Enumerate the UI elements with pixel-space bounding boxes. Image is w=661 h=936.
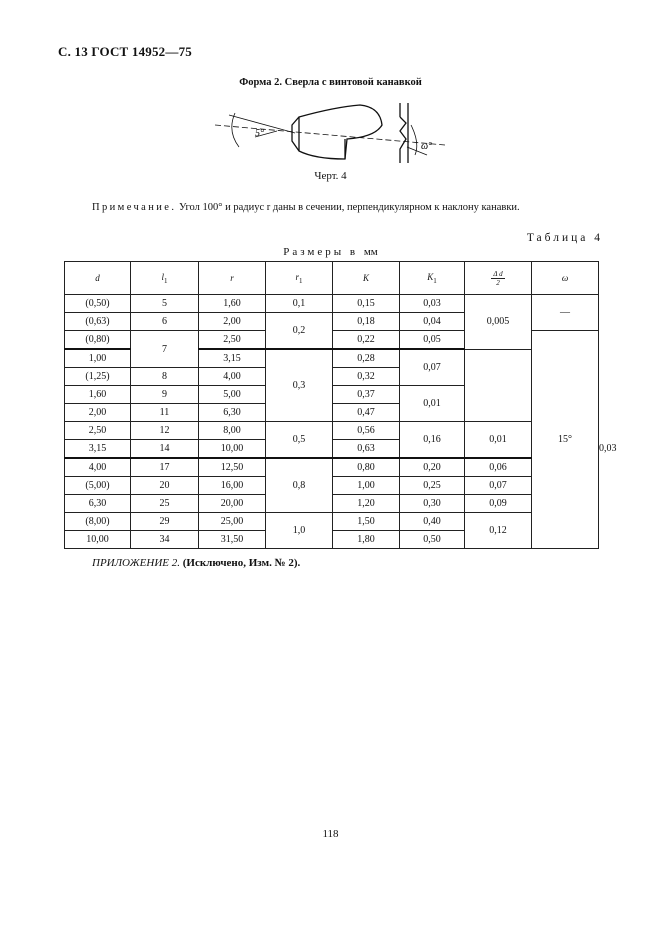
cell-d: (5,00) — [65, 477, 131, 495]
cell-r: 20,00 — [199, 495, 266, 513]
cell-K: 0,15 — [333, 295, 400, 313]
cell-d: (0,63) — [65, 313, 131, 331]
cell-d: 3,15 — [65, 440, 131, 459]
cell-d: 1,00 — [65, 349, 131, 368]
cell-r: 8,00 — [199, 422, 266, 440]
page-header: С. 13 ГОСТ 14952—75 — [58, 44, 192, 59]
cell-delta-d: 0,07 — [465, 477, 532, 495]
cell-r: 1,60 — [199, 295, 266, 313]
cell-d: 1,60 — [65, 386, 131, 404]
drill-drawing — [215, 103, 445, 167]
cell-K1: 0,16 — [400, 422, 465, 459]
cell-K: 0,28 — [333, 349, 400, 368]
cell-l1: 7 — [131, 331, 199, 368]
cell-K: 0,56 — [333, 422, 400, 440]
units-text: Размеры в — [283, 246, 364, 258]
note — [92, 202, 520, 213]
cell-K1: 0,20 — [400, 458, 465, 477]
cell-r: 4,00 — [199, 368, 266, 386]
table-row — [65, 295, 599, 313]
cell-K: 1,20 — [333, 495, 400, 513]
cell-delta-d: 0,09 — [465, 495, 532, 513]
cell-r1: 0,5 — [266, 422, 333, 459]
cell-l1: 11 — [131, 404, 199, 422]
cell-d: 4,00 — [65, 458, 131, 477]
cell-l1: 6 — [131, 313, 199, 331]
cell-r: 2,50 — [199, 331, 266, 350]
cell-d: (0,50) — [65, 295, 131, 313]
cell-r1: 1,0 — [266, 513, 333, 549]
cell-K1: 0,01 — [400, 386, 465, 422]
cell-K1: 0,03 — [400, 295, 465, 313]
cell-r1: 0,3 — [266, 349, 333, 422]
cell-K: 1,50 — [333, 513, 400, 531]
cell-l1: 14 — [131, 440, 199, 459]
cell-K: 0,18 — [333, 313, 400, 331]
table-row — [65, 422, 599, 440]
cell-K1: 0,25 — [400, 477, 465, 495]
appendix-title: ПРИЛОЖЕНИЕ 2. — [92, 557, 180, 569]
header-l1: $l_1$ — [131, 262, 199, 295]
cell-r: 6,30 — [199, 404, 266, 422]
cell-K: 0,37 — [333, 386, 400, 404]
appendix-note — [92, 557, 300, 569]
cell-K1: 0,05 — [400, 331, 465, 350]
table-header-row — [65, 262, 599, 295]
appendix-text: (Исключено, Изм. № 2). — [179, 557, 301, 569]
cell-r: 16,00 — [199, 477, 266, 495]
cell-delta-d: 0,12 — [465, 513, 532, 549]
cell-K: 0,32 — [333, 368, 400, 386]
cell-K: 1,80 — [333, 531, 400, 549]
cell-K1: 0,40 — [400, 513, 465, 531]
cell-d: 6,30 — [65, 495, 131, 513]
cell-r1: 0,1 — [266, 295, 333, 313]
cell-l1: 5 — [131, 295, 199, 313]
cell-r: 5,00 — [199, 386, 266, 404]
note-text: Угол 100° и радиус r даны в сечении, перпендикулярном к наклону канавки. — [176, 202, 520, 213]
cell-r: 3,15 — [199, 349, 266, 368]
cell-K1: 0,30 — [400, 495, 465, 513]
header-d: d — [65, 262, 131, 295]
form-title: Форма 2. Сверла с винтовой канавкой — [239, 77, 422, 88]
header-r1: $r_1$ — [266, 262, 333, 295]
header-K: K — [333, 262, 400, 295]
cell-l1: 9 — [131, 386, 199, 404]
units-label — [0, 246, 661, 258]
note-lead: Примечание. — [92, 202, 177, 213]
angle-label-left: 5° — [255, 128, 264, 139]
header-r: r — [199, 262, 266, 295]
cell-l1: 12 — [131, 422, 199, 440]
cell-d: (0,80) — [65, 331, 131, 350]
units-unit: мм — [363, 246, 378, 258]
cell-l1: 29 — [131, 513, 199, 531]
cell-delta-d: 0,005 — [465, 295, 532, 350]
cell-r1: 0,2 — [266, 313, 333, 350]
cell-r: 31,50 — [199, 531, 266, 549]
table-row — [65, 458, 599, 477]
cell-K: 1,00 — [333, 477, 400, 495]
cell-d: 10,00 — [65, 531, 131, 549]
page-number: 118 — [322, 828, 339, 840]
table-row: 3,15 14 10,00 0,63 0,03 — [65, 440, 599, 459]
cell-omega: 15° — [532, 331, 599, 549]
table-row — [65, 513, 599, 531]
cell-d: (8,00) — [65, 513, 131, 531]
cell-delta-d: 0,01 — [465, 422, 532, 459]
cell-K1: 0,50 — [400, 531, 465, 549]
cell-K: 0,22 — [333, 331, 400, 350]
cell-d: 2,50 — [65, 422, 131, 440]
table-label: Таблица 4 — [526, 232, 603, 244]
cell-l1: 17 — [131, 458, 199, 477]
cell-r: 12,50 — [199, 458, 266, 477]
cell-delta-d — [465, 349, 532, 422]
header-delta-d: $\frac{\text{Δ d}}{2}$ — [465, 262, 532, 295]
cell-K: 0,47 — [333, 404, 400, 422]
cell-delta-d: 0,06 — [465, 458, 532, 477]
angle-label-right: ω° — [421, 141, 433, 152]
dimensions-table — [64, 261, 617, 549]
cell-d: (1,25) — [65, 368, 131, 386]
cell-omega: — — [532, 295, 599, 331]
cell-K: 0,63 — [333, 440, 400, 459]
drawing-caption: Черт. 4 — [314, 170, 347, 182]
cell-K1: 0,04 — [400, 313, 465, 331]
cell-l1: 25 — [131, 495, 199, 513]
cell-r: 25,00 — [199, 513, 266, 531]
cell-r: 10,00 — [199, 440, 266, 459]
cell-K1: 0,07 — [400, 349, 465, 386]
cell-l1: 34 — [131, 531, 199, 549]
cell-l1: 8 — [131, 368, 199, 386]
cell-l1: 20 — [131, 477, 199, 495]
cell-r1: 0,8 — [266, 458, 333, 513]
header-K1: $K_1$ — [400, 262, 465, 295]
header-omega: ω — [532, 262, 599, 295]
cell-r: 2,00 — [199, 313, 266, 331]
cell-d: 2,00 — [65, 404, 131, 422]
cell-K: 0,80 — [333, 458, 400, 477]
